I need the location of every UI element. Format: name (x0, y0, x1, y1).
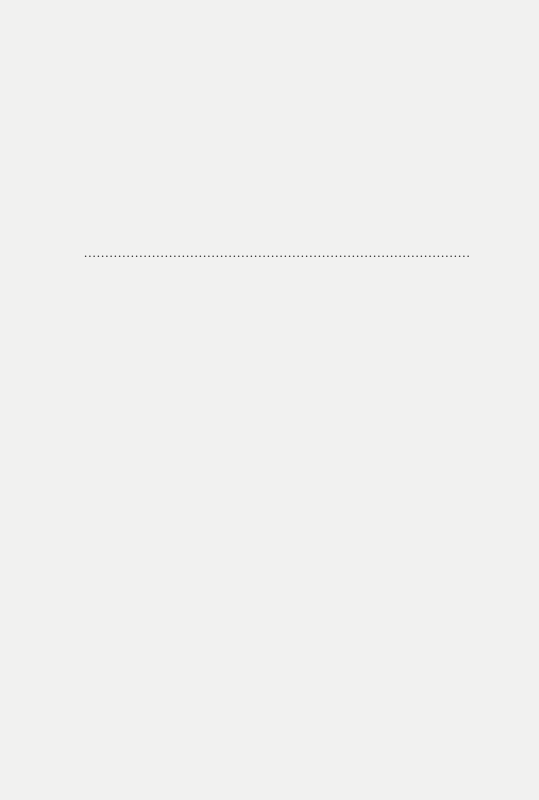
toc-entry-editor[interactable] (82, 243, 473, 263)
dot-leader (84, 243, 471, 263)
